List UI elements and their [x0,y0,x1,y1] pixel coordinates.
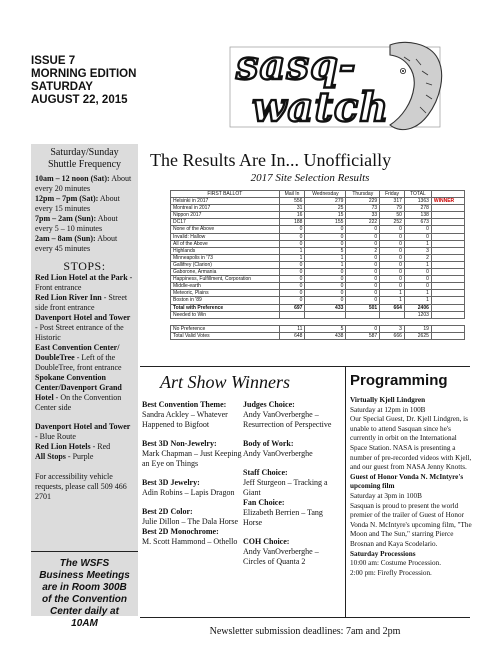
results-header-cell: Mail In [279,191,305,198]
table-cell: 16 [279,212,305,219]
results-header-row [171,191,465,198]
table-cell: 1 [404,297,431,304]
table-cell: 0 [380,247,405,254]
table-cell: 0 [380,233,405,240]
svg-text:sasq-: sasq- [236,42,357,89]
table-cell: 0 [346,261,380,268]
results-header-cell [431,191,464,198]
table-cell: Middle-earth [171,283,280,290]
table-cell [380,311,405,318]
program-time: Saturday at 3pm in 100B [350,491,422,500]
issue-day: SATURDAY [31,81,93,93]
table-row [171,212,465,219]
table-cell [431,212,464,219]
table-cell [431,311,464,318]
table-cell: 587 [346,332,380,339]
table-cell: 79 [380,205,405,212]
table-cell: 3 [380,325,405,332]
results-title: The Results Are In... Unofficially [150,150,392,170]
table-cell: WINNER [431,198,464,205]
award-entry: Best Convention Theme: Sandra Ackley – Whatever Happened to Bigfoot [142,400,228,429]
table-cell: 0 [279,240,305,247]
table-cell: 188 [279,219,305,226]
svg-text:watch: watch [252,84,390,131]
table-cell: 664 [380,304,405,311]
table-cell: 0 [404,233,431,240]
program-heading: Saturday Processions [350,549,416,558]
stop-item: Red Lion Hotel at the Park - Front entrance [35,273,133,292]
table-cell: 229 [346,198,380,205]
table-cell: 0 [279,276,305,283]
table-cell [431,304,464,311]
table-cell [431,332,464,339]
results-header-cell: TOTAL [404,191,431,198]
table-row [171,276,465,283]
table-cell: Happiness, Fulfillment, Corporation [171,276,280,283]
table-cell: 0 [380,261,405,268]
table-cell: Meteoric, Plains [171,290,280,297]
table-cell [380,318,405,325]
table-cell [431,290,464,297]
table-cell: 33 [346,212,380,219]
route-item: Red Lion Hotels - Red [35,442,111,451]
table-cell: 666 [380,332,405,339]
table-cell: 0 [346,226,380,233]
table-cell [279,311,305,318]
award-entry: Best 3D Jewelry: Adin Robins – Lapis Dragon [142,478,235,497]
table-cell: 73 [346,205,380,212]
table-cell: 438 [305,332,346,339]
table-cell: DC17 [171,219,280,226]
table-cell [431,261,464,268]
table-cell: 3 [404,247,431,254]
table-row [171,240,465,247]
table-cell: 433 [305,304,346,311]
issue-date: AUGUST 22, 2015 [31,94,128,106]
award-entry: Fan Choice: Elizabeth Berrien – Tang Horse [243,498,323,527]
table-row [171,261,465,268]
issue-edition: MORNING EDITION [31,68,137,80]
table-cell: 0 [346,269,380,276]
table-cell: 0 [346,233,380,240]
table-cell: 0 [305,283,346,290]
table-cell: 2 [404,254,431,261]
table-cell: 0 [305,233,346,240]
table-cell: All of the Above [171,240,280,247]
stop-item: Red Lion River Inn - Street side front entrance [35,293,128,312]
table-cell: 2 [346,247,380,254]
table-cell: 0 [380,240,405,247]
route-item: All Stops - Purple [35,452,94,461]
table-row [171,332,465,339]
table-cell: 0 [346,283,380,290]
issue-info [31,55,151,107]
table-cell: 252 [380,219,405,226]
wsfs-meeting-note: The WSFS Business Meetings are in Room 300B of the Convention Center daily at 10AM [31,551,138,636]
table-cell: 556 [279,198,305,205]
table-cell: 0 [380,269,405,276]
table-cell [346,318,380,325]
program-heading: Guest of Honor Vonda N. McIntyre's upcoming film [350,472,464,491]
award-entry: Body of Work: Andy VanOverberghe [243,439,313,458]
table-cell [431,205,464,212]
shuttle-title: Saturday/Sunday Shuttle Frequency [47,147,122,170]
table-cell: 0 [305,290,346,297]
table-cell: 0 [346,297,380,304]
table-cell: 0 [279,233,305,240]
table-cell [346,311,380,318]
table-row [171,198,465,205]
table-cell: Montreal in 2017 [171,205,280,212]
table-cell: 673 [404,219,431,226]
table-cell: 0 [346,240,380,247]
table-row [171,205,465,212]
freq-item: 7pm – 2am (Sun): About every 5 – 10 minutes [35,214,118,233]
table-row [171,226,465,233]
table-cell [279,318,305,325]
table-cell: 138 [404,212,431,219]
table-cell [431,219,464,226]
table-cell [431,297,464,304]
table-cell [171,318,280,325]
table-cell: 1 [305,261,346,268]
table-row [171,290,465,297]
table-cell: Nippon 2017 [171,212,280,219]
table-cell: 19 [404,325,431,332]
program-desc: Sasquan is proud to present the world premier of the trailer of Guest of Honor Vonda N. McIntyre's upcoming film, "The Moon and The Sun," starring Pierce Brosnan and Kaya Scodelario. [350,501,472,548]
table-cell: 278 [404,205,431,212]
table-row [171,304,465,311]
art-column-left [142,400,242,556]
table-cell [431,283,464,290]
route-item: Davenport Hotel and Tower - Blue Route [35,422,131,441]
table-cell: 697 [279,304,305,311]
table-cell: 1 [380,297,405,304]
stop-item: East Convention Center/ DoubleTree - Left of the DoubleTree, front entrance [35,343,122,372]
award-entry: Best 2D Monochrome: M. Scott Hammond – Othello [142,527,238,546]
program-desc: Our Special Guest, Dr. Kjell Lindgren, is unable to attend Sasquan since he's currently in orbit on the International Space Station. NASA is presenting a number of pre-recorded videos with Kjell, and our guest from NASA Jenny Knotts. [350,415,472,472]
table-cell: 0 [404,283,431,290]
table-row [171,283,465,290]
table-cell: 31 [279,205,305,212]
table-cell: 317 [380,198,405,205]
table-cell: 0 [305,240,346,247]
table-cell: Invalid: Hallow [171,233,280,240]
stops-title: STOPS: [63,259,106,273]
section-divider [140,366,470,367]
table-row [171,297,465,304]
table-cell [431,226,464,233]
table-cell [431,254,464,261]
table-cell: 0 [346,325,380,332]
table-cell: 1 [380,290,405,297]
program-time: Saturday at 12pm in 100B [350,405,426,414]
table-cell: 0 [346,276,380,283]
table-cell [305,311,346,318]
table-cell: 0 [346,254,380,261]
table-cell: 0 [305,226,346,233]
table-cell: 0 [305,297,346,304]
table-cell: 2406 [404,304,431,311]
stop-item: Davenport Hotel and Tower - Post Street entrance of the Historic [35,313,131,342]
table-cell: 2625 [404,332,431,339]
accessibility-note: For accessibility vehicle requests, please call 509 466 2701 [35,472,127,501]
table-cell: 1 [279,247,305,254]
table-cell: Gaborone, Armania [171,269,280,276]
table-row [171,325,465,332]
award-entry: COH Choice: Andy VanOverberghe – Circles of Quanta 2 [243,537,319,566]
results-subtitle: 2017 Site Selection Results [250,172,370,184]
art-show-title: Art Show Winners [160,372,291,392]
table-cell: 155 [305,219,346,226]
column-divider [345,367,346,617]
table-cell: None of the Above [171,226,280,233]
award-entry: Staff Choice: Jeff Sturgeon – Tracking a Giant [243,468,328,497]
table-cell: 0 [380,283,405,290]
table-cell: 648 [279,332,305,339]
table-row [171,311,465,318]
table-cell: 0 [279,297,305,304]
table-cell: 1 [279,254,305,261]
table-cell: Gallifrey (Clarion) [171,261,280,268]
table-cell: Total with Preference [171,304,280,311]
table-cell: 1 [404,261,431,268]
award-entry: Best 2D Color: Julie Dillon – The Dala Horse [142,507,239,526]
programming-title: Programming [350,372,448,389]
table-cell: 0 [279,290,305,297]
shuttle-sidebar [31,144,138,629]
table-cell: 0 [380,276,405,283]
results-header-cell: Thursday [346,191,380,198]
table-cell: 0 [305,269,346,276]
table-cell [431,240,464,247]
table-row [171,318,465,325]
freq-item: 12pm – 7pm (Sat): About every 15 minutes [35,194,120,213]
programming-body [350,396,472,578]
program-time: 2:00 pm: Firefly Procession. [350,568,432,577]
table-cell: 0 [404,276,431,283]
table-cell: 1 [404,240,431,247]
sasquatch-logo [190,37,460,137]
results-header-cell: Wednesday [305,191,346,198]
stop-item: Spokane Convention Center/Davenport Grand Hotel - On the Convention Center side [35,373,122,412]
table-row [171,219,465,226]
award-entry: Judges Choice: Andy VanOverberghe – Resurrection of Perspective [243,400,332,429]
table-cell [431,325,464,332]
table-cell: 1203 [404,311,431,318]
table-cell: 0 [279,283,305,290]
table-cell: Boston in '89 [171,297,280,304]
table-cell: Highlands [171,247,280,254]
table-cell: 222 [346,219,380,226]
table-cell: 0 [279,226,305,233]
freq-item: 10am – 12 noon (Sat): About every 20 minutes [35,174,132,193]
table-cell [305,318,346,325]
issue-number: ISSUE 7 [31,55,76,67]
table-cell: 0 [279,269,305,276]
table-cell [431,269,464,276]
table-cell: 1363 [404,198,431,205]
table-cell: 0 [305,276,346,283]
award-entry: Best 3D Non-Jewelry: Mark Chapman – Just Keeping an Eye on Things [142,439,242,468]
table-cell: 50 [380,212,405,219]
table-cell: 1 [305,254,346,261]
table-row [171,269,465,276]
table-cell: 0 [380,226,405,233]
table-cell [431,233,464,240]
table-cell: 0 [346,290,380,297]
program-time: 10:00 am: Costume Procession. [350,559,442,568]
table-cell: 0 [404,226,431,233]
table-cell: Helsinki in 2017 [171,198,280,205]
table-row [171,233,465,240]
table-cell: 0 [380,254,405,261]
table-cell [431,276,464,283]
table-cell: 0 [279,261,305,268]
art-column-right [243,400,343,576]
table-cell: 501 [346,304,380,311]
results-header-cell: Friday [380,191,405,198]
table-cell: Needed to Win [171,311,280,318]
table-cell: 25 [305,205,346,212]
freq-item: 2am – 8am (Sun): About every 45 minutes [35,234,118,253]
table-cell [431,318,464,325]
table-cell: 1 [404,290,431,297]
table-cell: 279 [305,198,346,205]
results-header-cell: FIRST BALLOT [171,191,280,198]
table-cell [431,247,464,254]
table-cell: 5 [305,247,346,254]
table-cell: 15 [305,212,346,219]
table-cell: Total Valid Votes [171,332,280,339]
table-cell [404,318,431,325]
table-cell: 5 [305,325,346,332]
table-row [171,254,465,261]
table-cell: Minneapolis in '73 [171,254,280,261]
table-cell: 0 [404,269,431,276]
table-cell: 11 [279,325,305,332]
newsletter-deadline-footer: Newsletter submission deadlines: 7am and 2pm [140,617,470,637]
table-cell: No Preference [171,325,280,332]
program-heading: Virtually Kjell Lindgren [350,396,426,404]
table-row [171,247,465,254]
results-table [170,190,465,340]
